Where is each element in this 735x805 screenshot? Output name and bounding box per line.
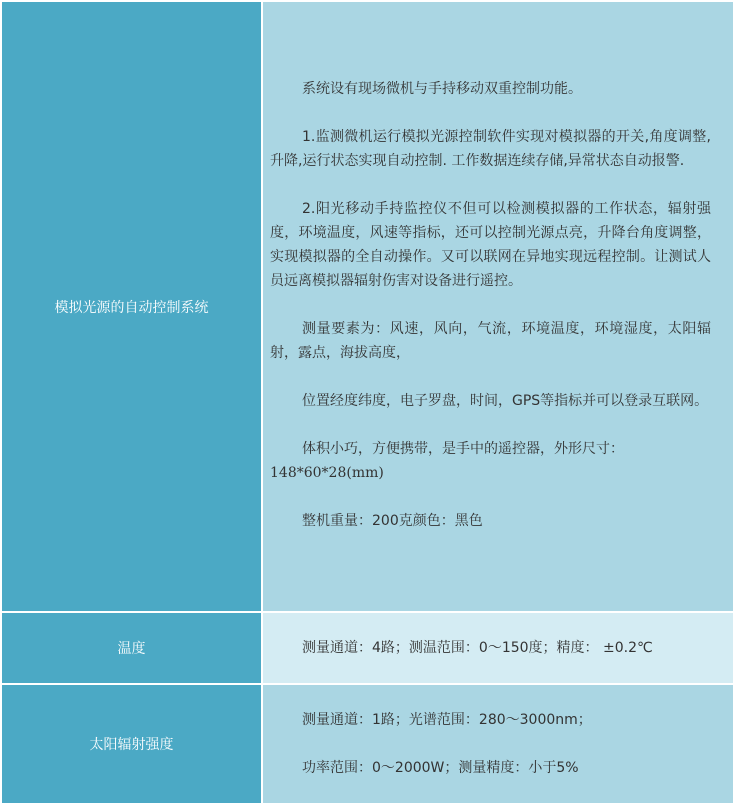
size-text: 体积小巧，方便携带，是手中的遥控器，外形尺寸： <box>302 441 624 457</box>
row-content <box>262 1 734 612</box>
feature-paragraph-2: 2.阳光移动手持监控仪不但可以检测模拟器的工作状态，辐射强度，环境温度，风速等指标，还可以控制光源点亮，升降台角度调整，实现模拟器的全自动操作。又可以联网在异地实现远程控制。让测试人员远离模拟器辐射伤害对设备进行遥控。 <box>270 201 711 289</box>
table-row <box>1 1 734 612</box>
dimension-text: 148*60*28(mm) <box>270 465 384 481</box>
position-paragraph: 位置经度纬度，电子罗盘，时间，GPS等指标并可以登录互联网。 <box>302 393 709 409</box>
row-content <box>262 612 734 684</box>
temperature-spec: 测量通道：4路；测温范围：0～150度；精度： ±0.2℃ <box>302 640 653 656</box>
weight-paragraph: 整机重量：200克颜色：黑色 <box>302 513 483 529</box>
intro-paragraph: 系统设有现场微机与手持移动双重控制功能。 <box>302 81 582 97</box>
row-label: 温度 <box>1 612 262 684</box>
spectrum-spec: 测量通道：1路；光谱范围：280～3000nm； <box>302 712 592 728</box>
power-spec: 功率范围：0～2000W；测量精度：小于5% <box>302 760 579 776</box>
row-content <box>262 684 734 804</box>
feature-paragraph-1: 1.监测微机运行模拟光源控制软件实现对模拟器的开关,角度调整,升降,运行状态实现自动控制. 工作数据连续存储,异常状态自动报警. <box>270 129 711 169</box>
size-paragraph <box>270 437 711 485</box>
row-label: 太阳辐射强度 <box>1 684 262 804</box>
elements-paragraph: 测量要素为：风速，风向，气流，环境温度，环境湿度，太阳辐射，露点，海拔高度， <box>270 321 711 361</box>
table-row <box>1 684 734 804</box>
table-row <box>1 612 734 684</box>
row-label: 模拟光源的自动控制系统 <box>1 1 262 612</box>
